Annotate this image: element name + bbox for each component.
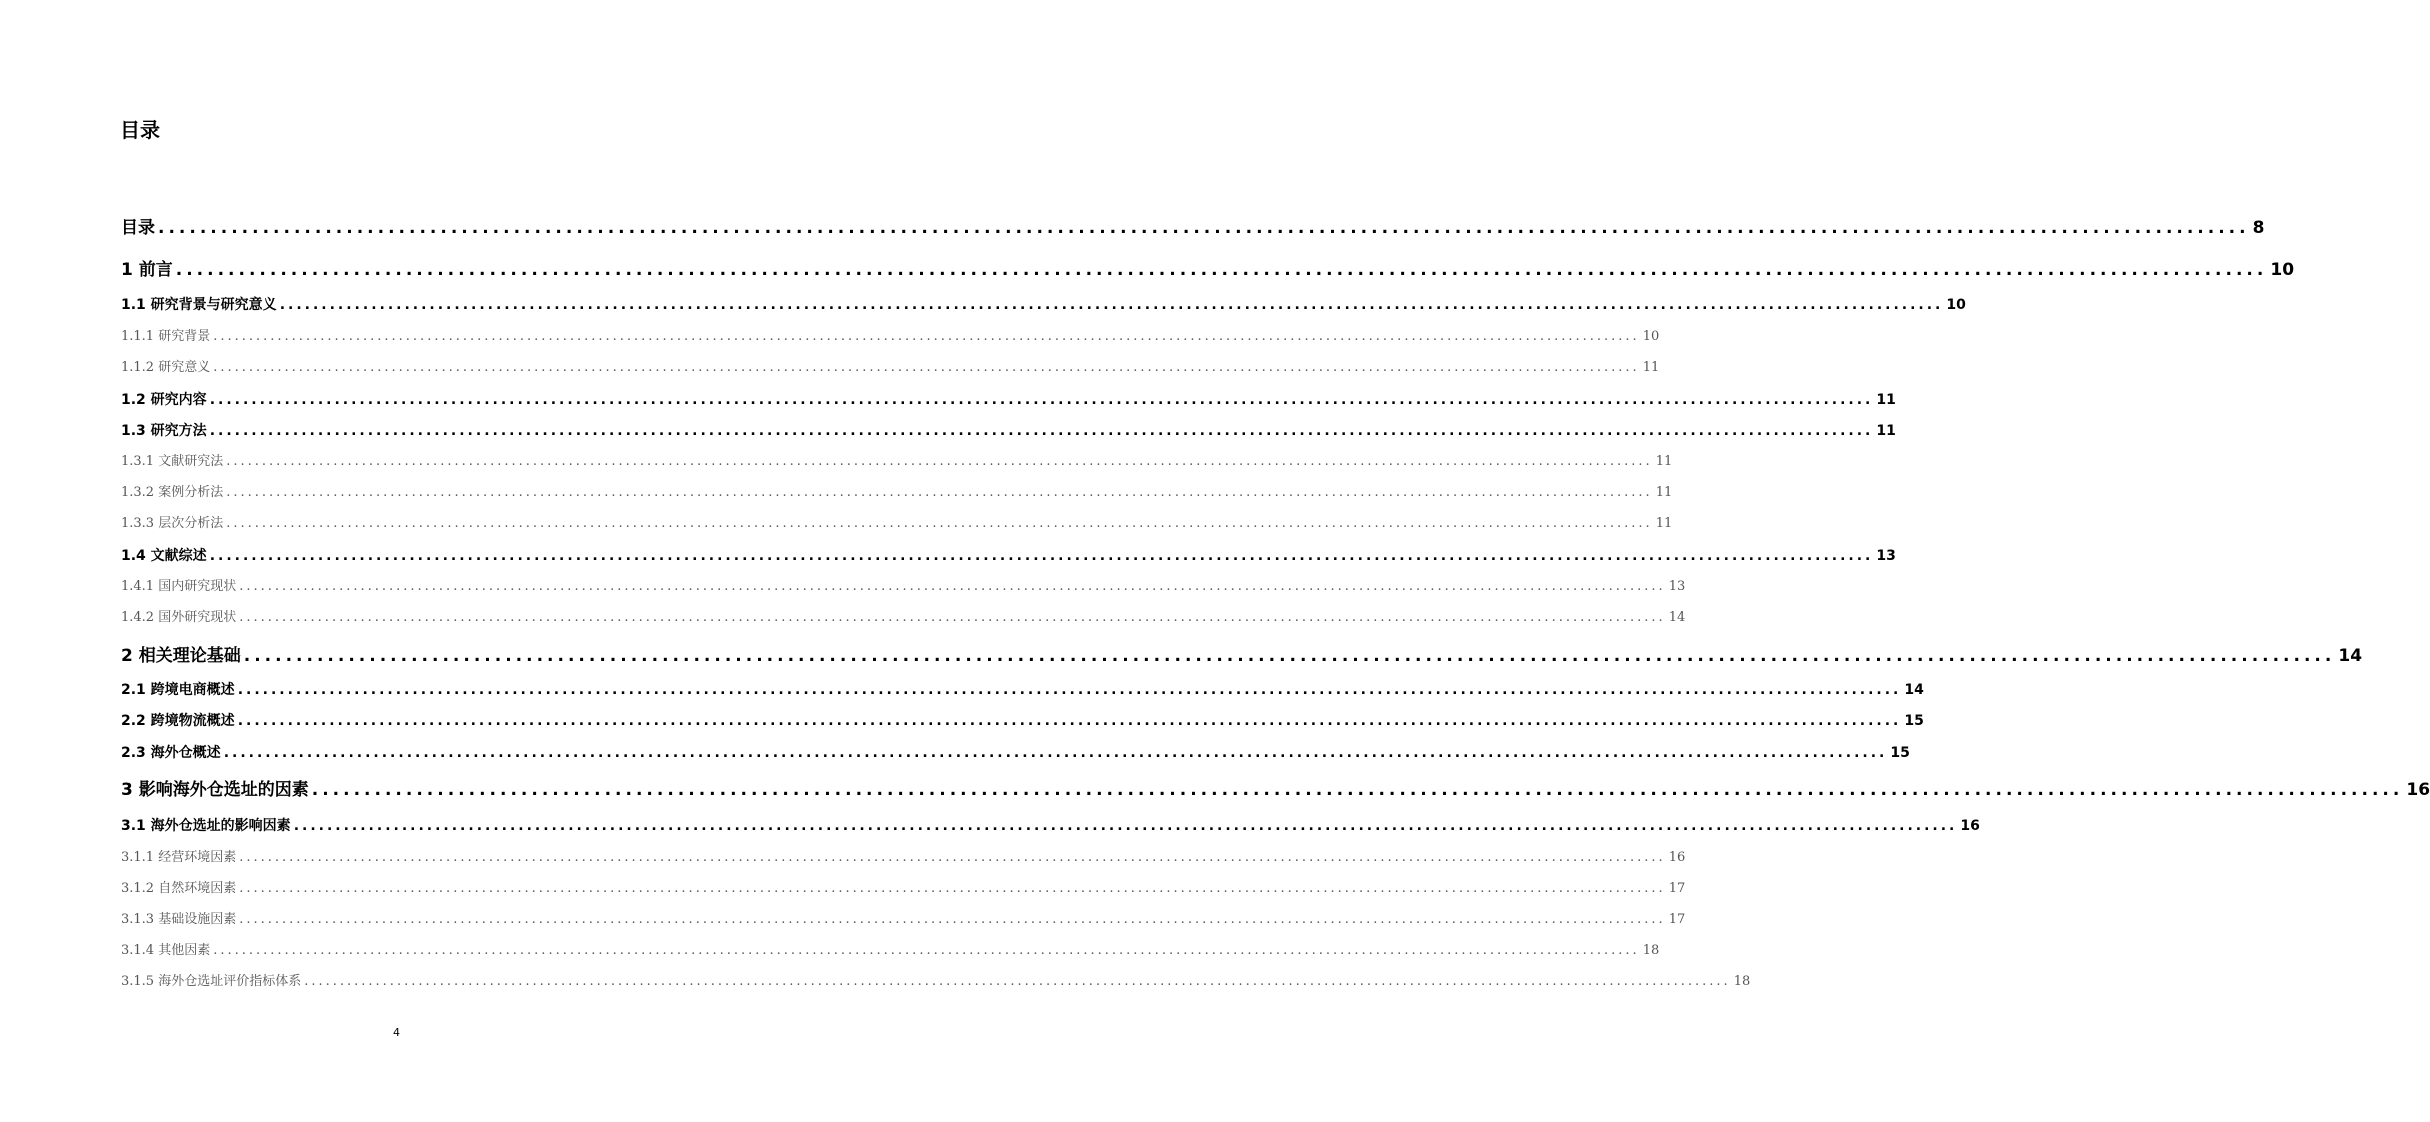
- toc-leader-dots: ........................................................................................................................................................................................................: [243, 646, 2336, 666]
- toc-entry[interactable]: [121, 389, 1896, 411]
- toc-entry-page: 14: [1668, 610, 1686, 625]
- toc-entry[interactable]: [121, 777, 2430, 803]
- toc-entry-page: 11: [1876, 392, 1896, 408]
- toc-entry-title: 2 相关理论基础: [121, 646, 241, 666]
- toc-entry-page: 16: [2406, 780, 2430, 800]
- toc-entry-page: 11: [1655, 516, 1673, 531]
- toc-leader-dots: ........................................................................................................................................................................................................: [239, 579, 1666, 594]
- toc-leader-dots: ........................................................................................................................................................................................................: [209, 392, 1874, 408]
- toc-entry[interactable]: [121, 545, 1896, 567]
- toc-entry[interactable]: [121, 607, 1686, 629]
- toc-entry-title: 1.4.2 国外研究现状: [121, 610, 237, 625]
- toc-entry[interactable]: [121, 940, 1660, 962]
- toc-leader-dots: ........................................................................................................................................................................................................: [239, 881, 1666, 896]
- toc-entry-page: 17: [1668, 881, 1686, 896]
- toc-leader-dots: ........................................................................................................................................................................................................: [175, 260, 2268, 280]
- toc-entry-title: 3.1.2 自然环境因素: [121, 881, 237, 896]
- toc-entry-page: 8: [2252, 218, 2265, 238]
- toc-leader-dots: ........................................................................................................................................................................................................: [279, 297, 1944, 313]
- toc-entry-title: 3.1.3 基础设施因素: [121, 912, 237, 927]
- toc-entry-page: 10: [2270, 260, 2295, 280]
- toc-entry-title: 1.4.1 国内研究现状: [121, 579, 237, 594]
- toc-leader-dots: ........................................................................................................................................................................................................: [239, 610, 1666, 625]
- toc-entry[interactable]: [121, 513, 1673, 535]
- toc-entry[interactable]: [121, 742, 1910, 764]
- toc-leader-dots: ........................................................................................................................................................................................................: [226, 485, 1653, 500]
- toc-entry-page: 15: [1890, 745, 1910, 761]
- toc-entry[interactable]: [121, 451, 1673, 473]
- toc-entry-title: 3.1 海外仓选址的影响因素: [121, 818, 291, 834]
- toc-entry[interactable]: [121, 643, 2363, 669]
- toc-entry[interactable]: [121, 326, 1660, 348]
- toc-entry-title: 2.1 跨境电商概述: [121, 682, 235, 698]
- toc-entry-title: 1.3.3 层次分析法: [121, 516, 224, 531]
- toc-entry-page: 18: [1733, 974, 1751, 989]
- toc-entry-title: 3 影响海外仓选址的因素: [121, 780, 309, 800]
- toc-entry-title: 2.3 海外仓概述: [121, 745, 221, 761]
- toc-entry-title: 1 前言: [121, 260, 173, 280]
- toc-leader-dots: ........................................................................................................................................................................................................: [239, 850, 1666, 865]
- toc-entry[interactable]: [121, 909, 1686, 931]
- toc-entry[interactable]: [121, 482, 1673, 504]
- toc-entry-page: 14: [1904, 682, 1924, 698]
- toc-leader-dots: ........................................................................................................................................................................................................: [213, 329, 1640, 344]
- toc-leader-dots: ........................................................................................................................................................................................................: [223, 745, 1888, 761]
- toc-entry[interactable]: [121, 357, 1660, 379]
- toc-entry[interactable]: [121, 420, 1896, 442]
- toc-leader-dots: ........................................................................................................................................................................................................: [237, 682, 1902, 698]
- toc-entry[interactable]: [121, 576, 1686, 598]
- toc-entry[interactable]: [121, 971, 1751, 993]
- toc-entry-title: 1.3 研究方法: [121, 423, 207, 439]
- toc-leader-dots: ........................................................................................................................................................................................................: [239, 912, 1666, 927]
- toc-entry-title: 1.1.1 研究背景: [121, 329, 211, 344]
- toc-entry[interactable]: [121, 815, 1980, 837]
- toc-entry-title: 目录: [121, 218, 155, 238]
- toc-entry-title: 1.3.2 案例分析法: [121, 485, 224, 500]
- toc-entry-title: 1.3.1 文献研究法: [121, 454, 224, 469]
- toc-entry-page: 10: [1946, 297, 1966, 313]
- toc-leader-dots: ........................................................................................................................................................................................................: [226, 516, 1653, 531]
- toc-leader-dots: ........................................................................................................................................................................................................: [158, 218, 2250, 238]
- toc-leader-dots: ........................................................................................................................................................................................................: [213, 943, 1640, 958]
- toc-entry-page: 14: [2338, 646, 2363, 666]
- page-title: 目录: [120, 118, 160, 142]
- toc-entry[interactable]: [121, 679, 1924, 701]
- toc-leader-dots: ........................................................................................................................................................................................................: [237, 713, 1902, 729]
- toc-leader-dots: ........................................................................................................................................................................................................: [209, 423, 1874, 439]
- toc-leader-dots: ........................................................................................................................................................................................................: [293, 818, 1958, 834]
- toc-leader-dots: ........................................................................................................................................................................................................: [226, 454, 1653, 469]
- toc-entry-title: 1.4 文献综述: [121, 548, 207, 564]
- toc-entry-title: 1.2 研究内容: [121, 392, 207, 408]
- toc-entry-page: 15: [1904, 713, 1924, 729]
- toc-entry-title: 3.1.1 经营环境因素: [121, 850, 237, 865]
- toc-entry[interactable]: [121, 257, 2295, 283]
- toc-entry-page: 17: [1668, 912, 1686, 927]
- toc-entry-page: 16: [1960, 818, 1980, 834]
- toc-leader-dots: ........................................................................................................................................................................................................: [304, 974, 1731, 989]
- toc-entry-title: 1.1 研究背景与研究意义: [121, 297, 277, 313]
- toc-entry-page: 10: [1642, 329, 1660, 344]
- toc-entry-page: 13: [1876, 548, 1896, 564]
- toc-entry[interactable]: [121, 847, 1686, 869]
- toc-entry-title: 3.1.5 海外仓选址评价指标体系: [121, 974, 302, 989]
- toc-entry-page: 13: [1668, 579, 1686, 594]
- toc-entry[interactable]: [121, 710, 1924, 732]
- toc-entry-page: 18: [1642, 943, 1660, 958]
- toc-entry-title: 2.2 跨境物流概述: [121, 713, 235, 729]
- page-number: 4: [393, 1026, 400, 1039]
- toc-entry-page: 11: [1655, 454, 1673, 469]
- toc-entry-title: 3.1.4 其他因素: [121, 943, 211, 958]
- toc-entry-title: 1.1.2 研究意义: [121, 360, 211, 375]
- toc-entry-page: 11: [1642, 360, 1660, 375]
- toc-entry[interactable]: [121, 215, 2265, 241]
- toc-leader-dots: ........................................................................................................................................................................................................: [311, 780, 2404, 800]
- toc-entry[interactable]: [121, 294, 1966, 316]
- toc-leader-dots: ........................................................................................................................................................................................................: [213, 360, 1640, 375]
- toc-entry-page: 16: [1668, 850, 1686, 865]
- toc-entry-page: 11: [1655, 485, 1673, 500]
- toc-entry[interactable]: [121, 878, 1686, 900]
- toc-leader-dots: ........................................................................................................................................................................................................: [209, 548, 1874, 564]
- toc-entry-page: 11: [1876, 423, 1896, 439]
